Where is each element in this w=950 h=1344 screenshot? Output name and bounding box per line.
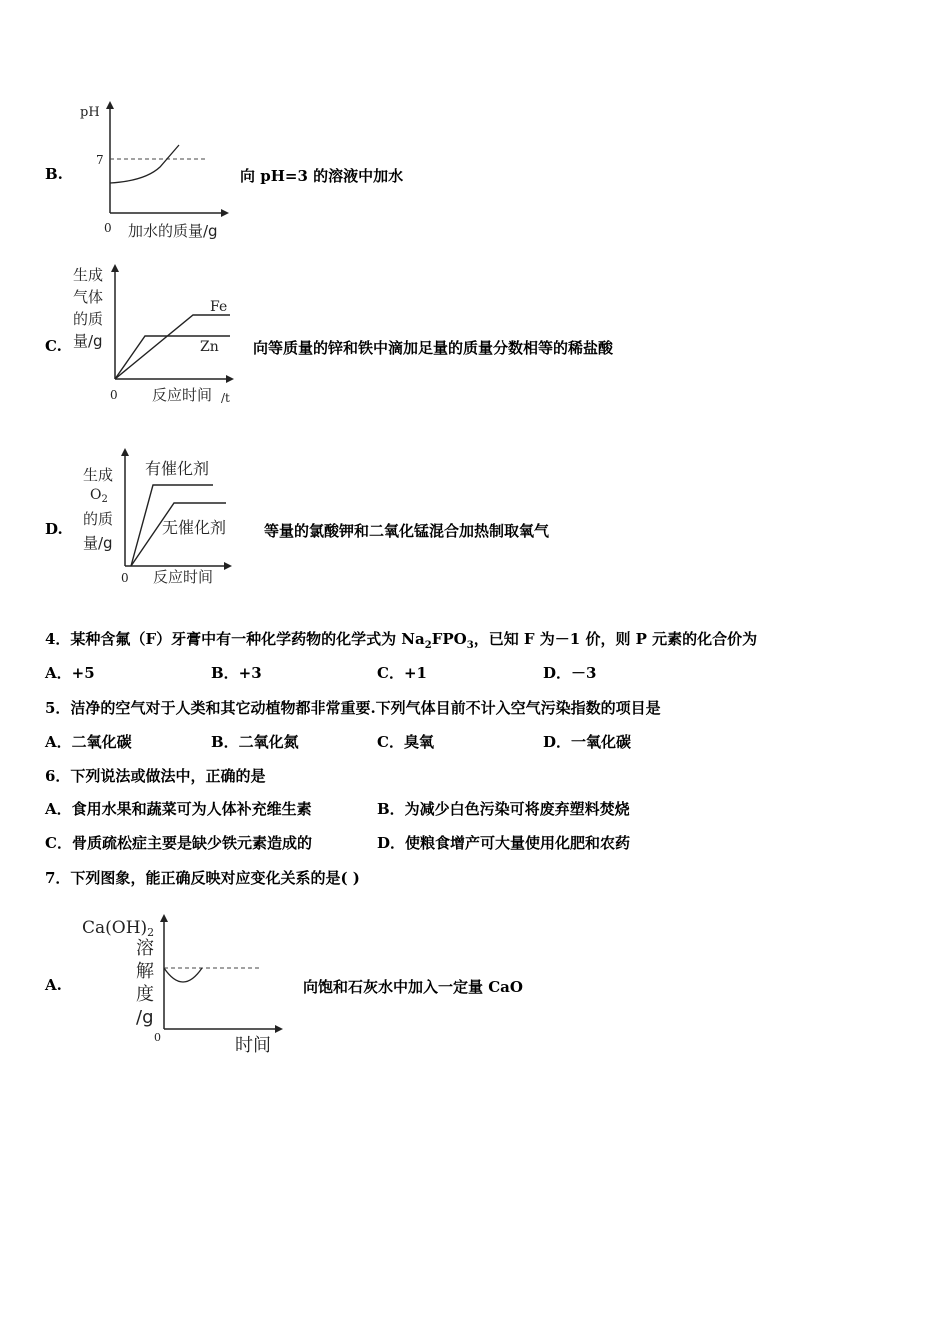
x-axis-label: 反应时间 <box>152 386 213 404</box>
question-4-text: 4．某种含氟（F）牙膏中有一种化学药物的化学式为 $Na_2FPO_3$，已知 F 为－1 价，则 P 元素的化合价为 <box>45 630 758 651</box>
y-axis-label-line4: 量/g <box>73 332 103 350</box>
y-axis-label-line1: 溶 <box>136 938 154 959</box>
x-axis-arrow-icon <box>275 1025 283 1033</box>
q7-option-a-label[interactable]: A. <box>45 976 62 994</box>
q6-option-b[interactable]: B．为减少白色污染可将废弃塑料焚烧 <box>377 800 630 818</box>
y-axis-label-line4: 量/g <box>83 534 113 552</box>
q7-option-a-description: 向饱和石灰水中加入一定量 CaO <box>303 978 523 996</box>
x-axis-unit: /t <box>221 391 230 405</box>
y-axis-arrow-icon <box>111 264 119 272</box>
origin-label: 0 <box>110 388 118 402</box>
option-d-label: D. <box>45 520 63 538</box>
x-axis-arrow-icon <box>224 562 232 570</box>
option-c-description: 向等质量的锌和铁中滴加足量的质量分数相等的稀盐酸 <box>253 339 614 357</box>
y-axis-label: pH <box>80 105 100 120</box>
q6-option-d[interactable]: D．使粮食增产可大量使用化肥和农药 <box>377 834 631 852</box>
fe-label: Fe <box>210 299 228 315</box>
option-c-label: C. <box>45 337 62 355</box>
origin-label: 0 <box>121 571 129 585</box>
x-axis-label: 反应时间 <box>153 568 214 586</box>
x-axis-arrow-icon <box>226 375 234 383</box>
y-axis-label-line3: 的质 <box>83 510 114 528</box>
question-5-text: 5．洁净的空气对于人类和其它动植物都非常重要.下列气体目前不计入空气污染指数的项目是 <box>45 699 661 717</box>
y-axis-label-line2: 气体 <box>73 288 104 306</box>
q4-option-b[interactable]: B．+3 <box>211 664 262 682</box>
tick-7-label: 7 <box>96 153 104 167</box>
y-axis-label-line3: 的质 <box>73 310 104 328</box>
q6-option-c[interactable]: C．骨质疏松症主要是缺少铁元素造成的 <box>45 834 312 852</box>
y-axis-label-line2: 解 <box>136 961 154 982</box>
q6-option-a[interactable]: A．食用水果和蔬菜可为人体补充维生素 <box>45 800 312 818</box>
y-axis-label-line1: 生成 <box>73 266 104 284</box>
origin-label: 0 <box>154 1031 161 1044</box>
no-catalyst-label: 无催化剂 <box>162 518 227 537</box>
y-axis-label-line1: 生成 <box>83 466 114 484</box>
x-axis-label: 加水的质量/g <box>128 222 218 240</box>
option-d-graph <box>78 440 258 590</box>
q5-option-a[interactable]: A．二氧化碳 <box>45 733 132 751</box>
ph-curve <box>110 145 179 183</box>
y-axis-arrow-icon <box>106 101 114 109</box>
x-axis-label: 时间 <box>235 1035 271 1056</box>
option-b-label: B. <box>45 165 63 183</box>
y-axis-arrow-icon <box>160 914 168 922</box>
q4-option-d[interactable]: D．－3 <box>543 664 597 682</box>
option-c-graph <box>70 258 250 408</box>
y-axis-label-line3: 度 <box>136 984 154 1005</box>
q5-option-d[interactable]: D．一氧化碳 <box>543 733 632 751</box>
q5-option-c[interactable]: C．臭氧 <box>377 733 434 751</box>
y-axis-label-line4: /g <box>136 1007 154 1028</box>
option-d-description: 等量的氯酸钾和二氧化锰混合加热制取氧气 <box>264 522 550 540</box>
y-axis-label-line2: $O_2$ <box>90 487 108 505</box>
y-axis-arrow-icon <box>121 448 129 456</box>
q4-option-a[interactable]: A．+5 <box>45 664 95 682</box>
solubility-curve <box>164 968 202 982</box>
origin-label: 0 <box>104 221 112 235</box>
q7-option-a-graph <box>78 908 293 1058</box>
x-axis-arrow-icon <box>221 209 229 217</box>
option-b-graph <box>75 95 245 245</box>
q4-option-c[interactable]: C．+1 <box>377 664 427 682</box>
option-b-description: 向 pH=3 的溶液中加水 <box>240 167 404 185</box>
question-6-text: 6．下列说法或做法中，正确的是 <box>45 767 266 785</box>
catalyst-label: 有催化剂 <box>145 459 210 478</box>
q5-option-b[interactable]: B．二氧化氮 <box>211 733 299 751</box>
zn-label: Zn <box>200 339 219 355</box>
question-7-text: 7．下列图象，能正确反映对应变化关系的是( ) <box>45 869 360 887</box>
graph-title: Ca(OH)2 <box>82 918 155 939</box>
